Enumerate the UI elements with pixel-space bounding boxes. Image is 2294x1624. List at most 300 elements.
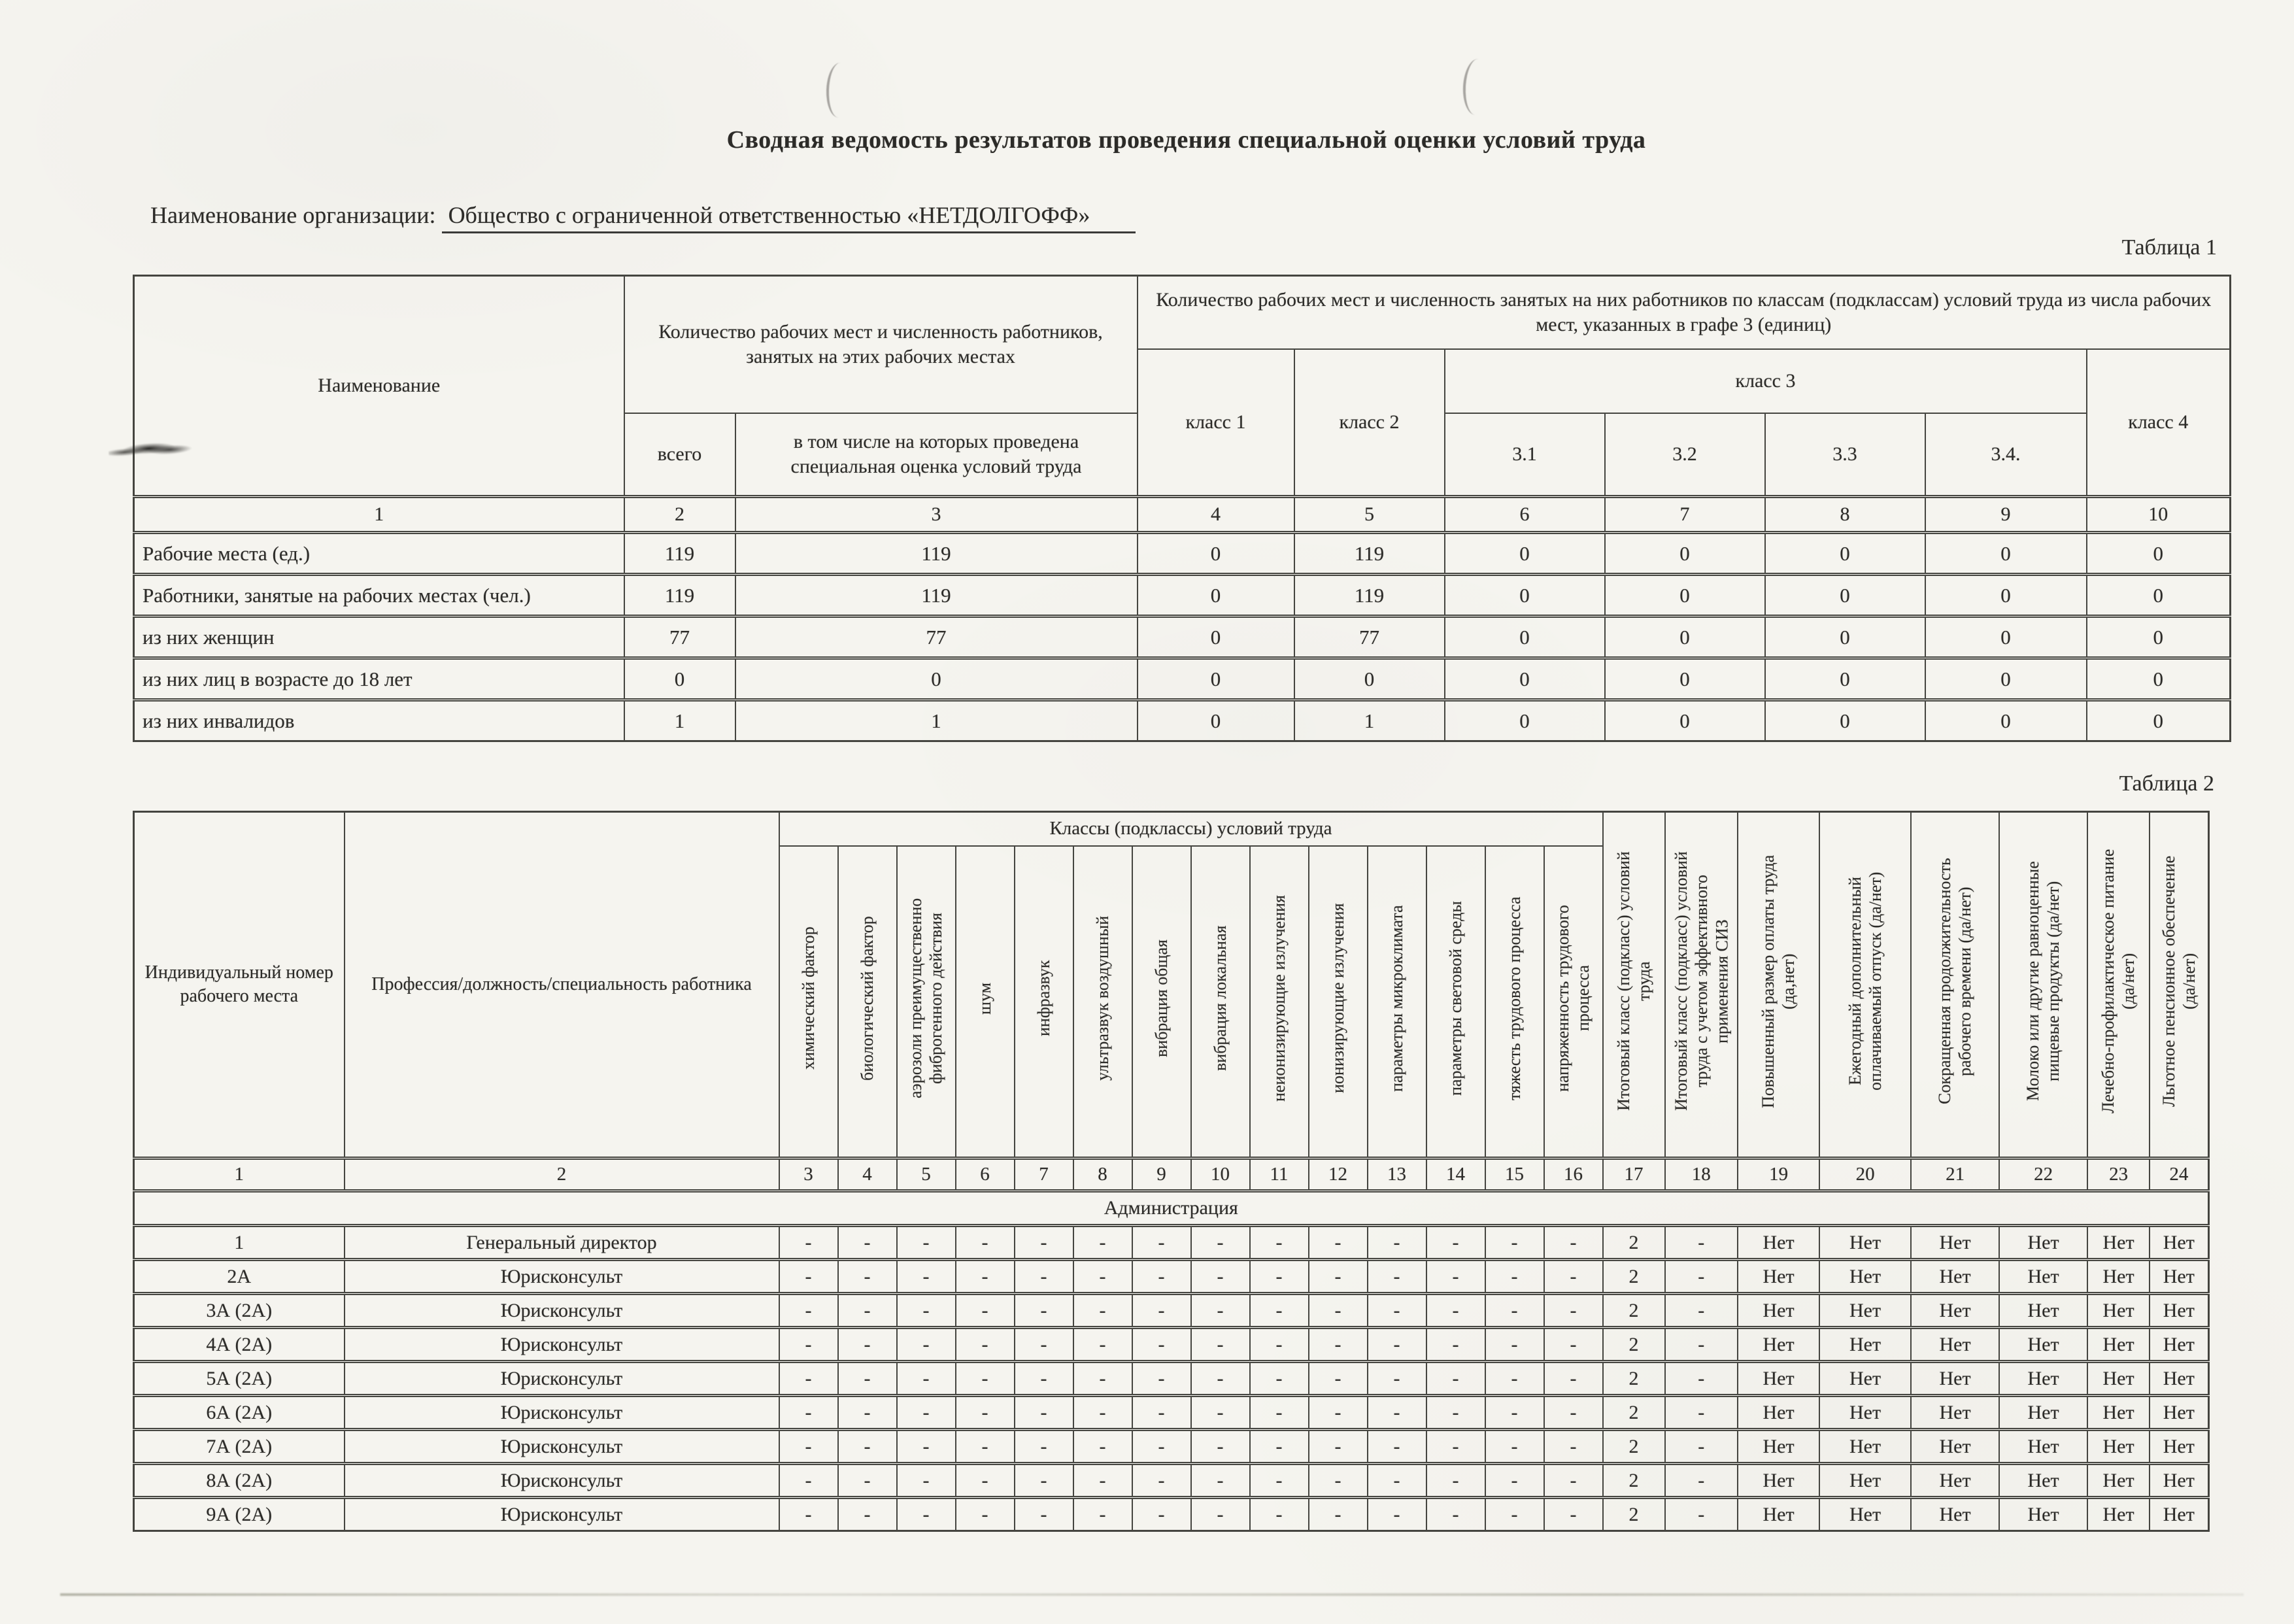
workplace-row (134, 1362, 2209, 1396)
class1-cell: 0 (1138, 658, 1294, 700)
result-column-label: Повышенный размер оплаты труда (да,нет) (1759, 854, 1798, 1108)
result-column-header (1738, 812, 1819, 1159)
class3-3-cell: 0 (1765, 658, 1925, 700)
profession-cell: Юрисконсульт (345, 1498, 779, 1531)
class3-4-cell: 0 (1925, 533, 2087, 575)
result-column-header (1665, 812, 1738, 1159)
factor-ultrasound-cell: - (1073, 1498, 1132, 1531)
factor-column-header (1309, 846, 1368, 1159)
profession-cell: Юрисконсульт (345, 1328, 779, 1362)
factor-noise-cell: - (956, 1328, 1015, 1362)
column-number-cell: 12 (1309, 1159, 1368, 1191)
assessed-cell: 119 (735, 575, 1138, 617)
factor-ultrasound-cell: - (1073, 1362, 1132, 1396)
class3-2-subheader: 3.2 (1605, 413, 1765, 497)
factor-column-label: инфразвук (1034, 960, 1053, 1036)
document-title: Сводная ведомость результатов проведения специальной оценки условий труда (726, 126, 1646, 154)
preferential-pension-cell: Нет (2150, 1294, 2208, 1328)
milk-products-cell: Нет (1999, 1328, 2087, 1362)
factor-intensity-cell: - (1544, 1226, 1603, 1260)
preventive-nutrition-cell: Нет (2087, 1260, 2150, 1294)
table2-workplace-assessment-results (133, 811, 2210, 1532)
result-column-header (1911, 812, 1999, 1159)
factor-biological-cell: - (838, 1430, 897, 1464)
factor-column-label: ультразвук воздушный (1092, 915, 1112, 1081)
class3-3-cell: 0 (1765, 700, 1925, 741)
factor-infrasound-cell: - (1015, 1362, 1073, 1396)
class1-header: класс 1 (1138, 349, 1294, 497)
total-cell: 1 (624, 700, 735, 741)
final-class-cell: 2 (1603, 1260, 1665, 1294)
additional-leave-cell: Нет (1819, 1294, 1911, 1328)
result-column-label: Итоговый класс (подкласс) условий труда (1613, 851, 1653, 1111)
factor-vibration-general-cell: - (1132, 1498, 1191, 1531)
factor-column-label: химический фактор (798, 926, 818, 1070)
class3-1-cell: 0 (1445, 658, 1605, 700)
milk-products-cell: Нет (1999, 1362, 2087, 1396)
final-class-cell: 2 (1603, 1362, 1665, 1396)
factor-intensity-cell: - (1544, 1396, 1603, 1430)
factor-biological-cell: - (838, 1294, 897, 1328)
factor-ionizing-cell: - (1309, 1430, 1368, 1464)
factor-column-label: неионизирующие излучения (1269, 894, 1289, 1102)
class1-cell: 0 (1138, 700, 1294, 741)
table1-header-row-1 (134, 276, 2231, 349)
class3-4-cell: 0 (1925, 658, 2087, 700)
class3-3-cell: 0 (1765, 617, 1925, 658)
reduced-hours-cell: Нет (1911, 1362, 1999, 1396)
factor-light-cell: - (1426, 1226, 1485, 1260)
factor-nonionizing-cell: - (1250, 1328, 1309, 1362)
factor-ionizing-cell: - (1309, 1328, 1368, 1362)
class4-header: класс 4 (2087, 349, 2231, 497)
table1-body (134, 533, 2231, 741)
scanner-edge-line (60, 1593, 2244, 1596)
total-subheader: всего (624, 413, 735, 497)
additional-leave-cell: Нет (1819, 1362, 1911, 1396)
total-cell: 77 (624, 617, 735, 658)
factor-column-header (1191, 846, 1250, 1159)
section-title-cell: Администрация (134, 1191, 2209, 1226)
factor-noise-cell: - (956, 1498, 1015, 1531)
row-label-cell: из них инвалидов (134, 700, 624, 741)
factor-microclimate-cell: - (1368, 1396, 1426, 1430)
milk-products-cell: Нет (1999, 1498, 2087, 1531)
profession-header: Профессия/должность/специальность работника (345, 812, 779, 1159)
additional-leave-cell: Нет (1819, 1260, 1911, 1294)
class3-4-cell: 0 (1925, 575, 2087, 617)
factor-nonionizing-cell: - (1250, 1294, 1309, 1328)
result-column-label: Молоко или другие равноценные пищевые продукты (да/нет) (2023, 861, 2063, 1102)
factor-chemical-cell: - (779, 1430, 838, 1464)
factor-ionizing-cell: - (1309, 1294, 1368, 1328)
factor-column-label: напряженность трудового процесса (1553, 904, 1593, 1092)
factor-vibration-general-cell: - (1132, 1226, 1191, 1260)
preventive-nutrition-cell: Нет (2087, 1396, 2150, 1430)
factor-microclimate-cell: - (1368, 1226, 1426, 1260)
column-number-cell: 8 (1073, 1159, 1132, 1191)
factor-ionizing-cell: - (1309, 1396, 1368, 1430)
factor-ionizing-cell: - (1309, 1260, 1368, 1294)
column-number-cell: 16 (1544, 1159, 1603, 1191)
factor-infrasound-cell: - (1015, 1260, 1073, 1294)
factor-biological-cell: - (838, 1464, 897, 1498)
factor-chemical-cell: - (779, 1294, 838, 1328)
increased-pay-cell: Нет (1738, 1464, 1819, 1498)
preventive-nutrition-cell: Нет (2087, 1294, 2150, 1328)
factor-nonionizing-cell: - (1250, 1430, 1309, 1464)
result-column-header (2087, 812, 2150, 1159)
factor-aerosol-cell: - (897, 1226, 956, 1260)
factor-vibration-general-cell: - (1132, 1260, 1191, 1294)
reduced-hours-cell: Нет (1911, 1430, 1999, 1464)
table2-column-numbers-row (134, 1159, 2209, 1191)
column-number-cell: 24 (2150, 1159, 2208, 1191)
column-number-cell: 23 (2087, 1159, 2150, 1191)
column-number-cell: 14 (1426, 1159, 1485, 1191)
assessed-cell: 77 (735, 617, 1138, 658)
factor-microclimate-cell: - (1368, 1498, 1426, 1531)
class3-1-cell: 0 (1445, 617, 1605, 658)
factor-aerosol-cell: - (897, 1430, 956, 1464)
factor-vibration-general-cell: - (1132, 1362, 1191, 1396)
table2-body (134, 1226, 2209, 1531)
factor-ultrasound-cell: - (1073, 1260, 1132, 1294)
column-number-cell: 10 (2087, 497, 2231, 533)
section-row (134, 1191, 2209, 1226)
milk-products-cell: Нет (1999, 1430, 2087, 1464)
factor-ultrasound-cell: - (1073, 1226, 1132, 1260)
factor-aerosol-cell: - (897, 1464, 956, 1498)
factor-ionizing-cell: - (1309, 1498, 1368, 1531)
factor-column-header (1250, 846, 1309, 1159)
workplace-row (134, 1498, 2209, 1531)
class4-cell: 0 (2087, 700, 2231, 741)
factor-biological-cell: - (838, 1498, 897, 1531)
factor-nonionizing-cell: - (1250, 1260, 1309, 1294)
reduced-hours-cell: Нет (1911, 1226, 1999, 1260)
column-number-cell: 1 (134, 497, 624, 533)
final-class-with-ppe-cell: - (1665, 1362, 1738, 1396)
factor-vibration-general-cell: - (1132, 1464, 1191, 1498)
factor-ionizing-cell: - (1309, 1464, 1368, 1498)
additional-leave-cell: Нет (1819, 1464, 1911, 1498)
factor-aerosol-cell: - (897, 1294, 956, 1328)
profession-cell: Юрисконсульт (345, 1260, 779, 1294)
final-class-with-ppe-cell: - (1665, 1498, 1738, 1531)
preferential-pension-cell: Нет (2150, 1260, 2208, 1294)
final-class-cell: 2 (1603, 1498, 1665, 1531)
factor-light-cell: - (1426, 1294, 1485, 1328)
factor-microclimate-cell: - (1368, 1294, 1426, 1328)
final-class-with-ppe-cell: - (1665, 1328, 1738, 1362)
row-label-cell: из них женщин (134, 617, 624, 658)
workplace-number-cell: 1 (134, 1226, 345, 1260)
table1-data-row (134, 658, 2231, 700)
result-column-header (1999, 812, 2087, 1159)
preferential-pension-cell: Нет (2150, 1498, 2208, 1531)
factor-biological-cell: - (838, 1396, 897, 1430)
factor-light-cell: - (1426, 1498, 1485, 1531)
factor-severity-cell: - (1485, 1430, 1544, 1464)
factor-noise-cell: - (956, 1294, 1015, 1328)
workplace-number-header: Индивидуальный номер рабочего места (134, 812, 345, 1159)
workplace-row (134, 1260, 2209, 1294)
factor-column-label: биологический фактор (857, 915, 877, 1081)
factor-vibration-general-cell: - (1132, 1430, 1191, 1464)
final-class-with-ppe-cell: - (1665, 1226, 1738, 1260)
factor-microclimate-cell: - (1368, 1430, 1426, 1464)
workplace-row (134, 1226, 2209, 1260)
preferential-pension-cell: Нет (2150, 1430, 2208, 1464)
factor-microclimate-cell: - (1368, 1260, 1426, 1294)
organization-name: Общество с ограниченной ответственностью «НЕТДОЛГОФФ» (442, 202, 1136, 233)
factor-column-label: вибрация общая (1151, 939, 1171, 1057)
name-column-header: Наименование (134, 276, 624, 497)
reduced-hours-cell: Нет (1911, 1294, 1999, 1328)
factor-severity-cell: - (1485, 1328, 1544, 1362)
factor-infrasound-cell: - (1015, 1498, 1073, 1531)
factor-vibration-local-cell: - (1191, 1226, 1250, 1260)
factor-severity-cell: - (1485, 1260, 1544, 1294)
column-number-cell: 9 (1132, 1159, 1191, 1191)
factor-noise-cell: - (956, 1362, 1015, 1396)
class4-cell: 0 (2087, 575, 2231, 617)
class2-cell: 1 (1294, 700, 1445, 741)
factor-intensity-cell: - (1544, 1328, 1603, 1362)
factor-column-label: тяжесть трудового процесса (1504, 896, 1524, 1100)
organization-line (150, 201, 1136, 229)
factor-vibration-general-cell: - (1132, 1328, 1191, 1362)
column-number-cell: 6 (956, 1159, 1015, 1191)
column-number-cell: 8 (1765, 497, 1925, 533)
factor-ultrasound-cell: - (1073, 1328, 1132, 1362)
column-number-cell: 7 (1015, 1159, 1073, 1191)
factor-infrasound-cell: - (1015, 1464, 1073, 1498)
class1-cell: 0 (1138, 575, 1294, 617)
column-number-cell: 2 (624, 497, 735, 533)
factor-infrasound-cell: - (1015, 1430, 1073, 1464)
factor-nonionizing-cell: - (1250, 1464, 1309, 1498)
column-number-cell: 1 (134, 1159, 345, 1191)
workplace-number-cell: 4А (2А) (134, 1328, 345, 1362)
factor-severity-cell: - (1485, 1226, 1544, 1260)
factor-column-header (1015, 846, 1073, 1159)
column-number-cell: 18 (1665, 1159, 1738, 1191)
milk-products-cell: Нет (1999, 1396, 2087, 1430)
workplaces-by-class-group-header: Количество рабочих мест и численность занятых на них работников по классам (подклассам) условий труда из числа рабочих мест, указанных в графе 3 (единиц) (1138, 276, 2231, 349)
factor-aerosol-cell: - (897, 1498, 956, 1531)
factor-severity-cell: - (1485, 1396, 1544, 1430)
factor-light-cell: - (1426, 1362, 1485, 1396)
factor-microclimate-cell: - (1368, 1328, 1426, 1362)
factor-column-header (1073, 846, 1132, 1159)
column-number-cell: 5 (897, 1159, 956, 1191)
factor-column-label: параметры световой среды (1445, 900, 1465, 1096)
factor-vibration-local-cell: - (1191, 1464, 1250, 1498)
factor-nonionizing-cell: - (1250, 1396, 1309, 1430)
factor-intensity-cell: - (1544, 1294, 1603, 1328)
preventive-nutrition-cell: Нет (2087, 1362, 2150, 1396)
factor-infrasound-cell: - (1015, 1328, 1073, 1362)
factor-ultrasound-cell: - (1073, 1396, 1132, 1430)
reduced-hours-cell: Нет (1911, 1328, 1999, 1362)
factor-ultrasound-cell: - (1073, 1294, 1132, 1328)
table1-data-row (134, 533, 2231, 575)
class2-cell: 119 (1294, 533, 1445, 575)
class3-4-subheader: 3.4. (1925, 413, 2087, 497)
workplace-row (134, 1464, 2209, 1498)
preventive-nutrition-cell: Нет (2087, 1430, 2150, 1464)
milk-products-cell: Нет (1999, 1464, 2087, 1498)
factor-noise-cell: - (956, 1464, 1015, 1498)
factor-aerosol-cell: - (897, 1260, 956, 1294)
factor-column-header (897, 846, 956, 1159)
factor-light-cell: - (1426, 1430, 1485, 1464)
final-class-with-ppe-cell: - (1665, 1464, 1738, 1498)
total-cell: 119 (624, 575, 735, 617)
preventive-nutrition-cell: Нет (2087, 1226, 2150, 1260)
factor-column-label: вибрация локальная (1210, 925, 1230, 1071)
class4-cell: 0 (2087, 533, 2231, 575)
factor-ionizing-cell: - (1309, 1226, 1368, 1260)
factor-vibration-local-cell: - (1191, 1430, 1250, 1464)
reduced-hours-cell: Нет (1911, 1498, 1999, 1531)
factor-column-header (956, 846, 1015, 1159)
factor-column-label: аэрозоли преимущественно фиброгенного действия (906, 898, 946, 1098)
workplace-number-cell: 3А (2А) (134, 1294, 345, 1328)
class3-2-cell: 0 (1605, 658, 1765, 700)
final-class-with-ppe-cell: - (1665, 1430, 1738, 1464)
class3-2-cell: 0 (1605, 533, 1765, 575)
factor-biological-cell: - (838, 1362, 897, 1396)
result-column-label: Ежегодный дополнительный оплачиваемый отпуск (да/нет) (1845, 871, 1885, 1091)
milk-products-cell: Нет (1999, 1294, 2087, 1328)
column-number-cell: 3 (735, 497, 1138, 533)
class3-2-cell: 0 (1605, 700, 1765, 741)
factor-nonionizing-cell: - (1250, 1226, 1309, 1260)
column-number-cell: 17 (1603, 1159, 1665, 1191)
row-label-cell: Рабочие места (ед.) (134, 533, 624, 575)
assessed-cell: 119 (735, 533, 1138, 575)
factor-vibration-local-cell: - (1191, 1260, 1250, 1294)
table1-data-row (134, 617, 2231, 658)
class2-cell: 77 (1294, 617, 1445, 658)
factor-chemical-cell: - (779, 1498, 838, 1531)
class3-3-cell: 0 (1765, 575, 1925, 617)
scan-artifact-paren-left (826, 62, 854, 118)
factor-column-header (1132, 846, 1191, 1159)
classes-group-header: Классы (подклассы) условий труда (779, 812, 1603, 846)
column-number-cell: 4 (838, 1159, 897, 1191)
workplace-number-cell: 7А (2А) (134, 1430, 345, 1464)
row-label-cell: из них лиц в возрасте до 18 лет (134, 658, 624, 700)
organization-label: Наименование организации: (150, 202, 436, 228)
milk-products-cell: Нет (1999, 1226, 2087, 1260)
workplace-row (134, 1396, 2209, 1430)
factor-column-label: параметры микроклимата (1387, 904, 1406, 1092)
class3-header: класс 3 (1445, 349, 2087, 413)
factor-column-header (779, 846, 838, 1159)
factor-vibration-local-cell: - (1191, 1294, 1250, 1328)
factor-column-label: шум (975, 981, 994, 1015)
result-column-label: Лечебно-профилактическое питание (да/нет) (2099, 849, 2138, 1114)
column-number-cell: 5 (1294, 497, 1445, 533)
column-number-cell: 15 (1485, 1159, 1544, 1191)
profession-cell: Юрисконсульт (345, 1362, 779, 1396)
factor-ultrasound-cell: - (1073, 1430, 1132, 1464)
column-number-cell: 4 (1138, 497, 1294, 533)
factor-microclimate-cell: - (1368, 1464, 1426, 1498)
factor-intensity-cell: - (1544, 1498, 1603, 1531)
final-class-cell: 2 (1603, 1396, 1665, 1430)
reduced-hours-cell: Нет (1911, 1464, 1999, 1498)
preferential-pension-cell: Нет (2150, 1226, 2208, 1260)
column-number-cell: 10 (1191, 1159, 1250, 1191)
factor-biological-cell: - (838, 1260, 897, 1294)
workplace-row (134, 1294, 2209, 1328)
increased-pay-cell: Нет (1738, 1260, 1819, 1294)
final-class-with-ppe-cell: - (1665, 1396, 1738, 1430)
factor-chemical-cell: - (779, 1260, 838, 1294)
result-column-label: Сокращенная продолжительность рабочего времени (да/нет) (1935, 858, 1975, 1105)
factor-light-cell: - (1426, 1260, 1485, 1294)
factor-severity-cell: - (1485, 1464, 1544, 1498)
factor-light-cell: - (1426, 1396, 1485, 1430)
class3-3-cell: 0 (1765, 533, 1925, 575)
factor-column-header (1485, 846, 1544, 1159)
factor-nonionizing-cell: - (1250, 1362, 1309, 1396)
preventive-nutrition-cell: Нет (2087, 1464, 2150, 1498)
factor-biological-cell: - (838, 1328, 897, 1362)
final-class-with-ppe-cell: - (1665, 1260, 1738, 1294)
column-number-cell: 11 (1250, 1159, 1309, 1191)
factor-chemical-cell: - (779, 1226, 838, 1260)
result-column-header (2150, 812, 2208, 1159)
factor-intensity-cell: - (1544, 1260, 1603, 1294)
factor-chemical-cell: - (779, 1464, 838, 1498)
class3-1-cell: 0 (1445, 533, 1605, 575)
final-class-with-ppe-cell: - (1665, 1294, 1738, 1328)
column-number-cell: 19 (1738, 1159, 1819, 1191)
factor-noise-cell: - (956, 1226, 1015, 1260)
workplace-number-cell: 2А (134, 1260, 345, 1294)
factor-aerosol-cell: - (897, 1362, 956, 1396)
column-number-cell: 20 (1819, 1159, 1911, 1191)
factor-column-label: ионизирующие излучения (1328, 903, 1347, 1093)
class3-4-cell: 0 (1925, 700, 2087, 741)
factor-severity-cell: - (1485, 1294, 1544, 1328)
class2-cell: 0 (1294, 658, 1445, 700)
factor-column-header (1368, 846, 1426, 1159)
factor-nonionizing-cell: - (1250, 1498, 1309, 1531)
factor-vibration-general-cell: - (1132, 1396, 1191, 1430)
factor-microclimate-cell: - (1368, 1362, 1426, 1396)
workplace-row (134, 1430, 2209, 1464)
final-class-cell: 2 (1603, 1328, 1665, 1362)
preferential-pension-cell: Нет (2150, 1396, 2208, 1430)
factor-noise-cell: - (956, 1396, 1015, 1430)
column-number-cell: 3 (779, 1159, 838, 1191)
increased-pay-cell: Нет (1738, 1498, 1819, 1531)
factor-aerosol-cell: - (897, 1328, 956, 1362)
table2-caption: Таблица 2 (2119, 771, 2214, 796)
factor-noise-cell: - (956, 1260, 1015, 1294)
factor-light-cell: - (1426, 1464, 1485, 1498)
column-number-cell: 21 (1911, 1159, 1999, 1191)
factor-infrasound-cell: - (1015, 1396, 1073, 1430)
reduced-hours-cell: Нет (1911, 1396, 1999, 1430)
